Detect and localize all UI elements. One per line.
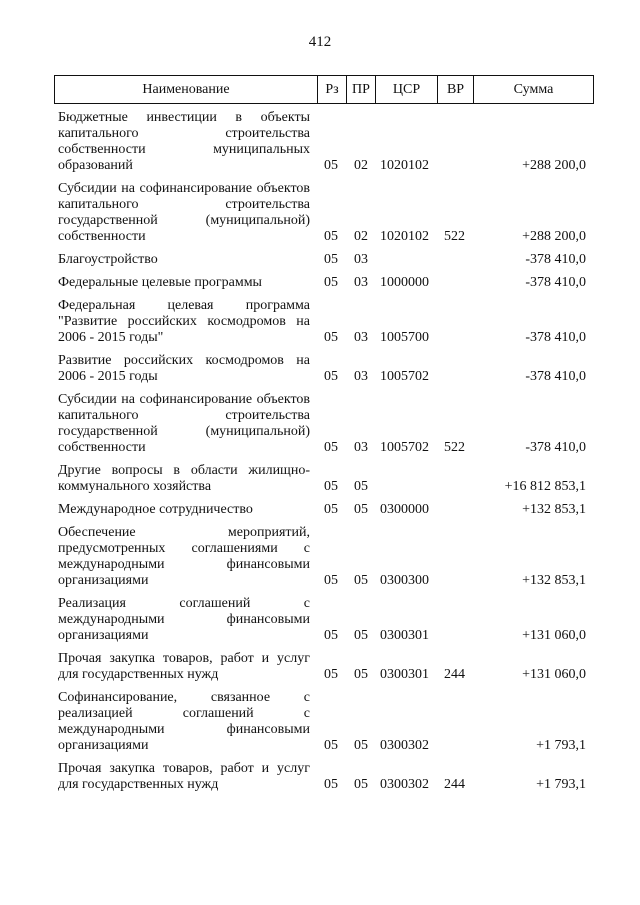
row-pr: 05 xyxy=(354,667,368,682)
row-rz: 05 xyxy=(324,330,338,345)
header-csr: ЦСР xyxy=(375,76,437,103)
row-pr: 02 xyxy=(354,158,368,173)
row-rz: 05 xyxy=(324,667,338,682)
header-name: Наименование xyxy=(142,81,230,97)
table-row xyxy=(58,392,590,456)
row-csr: 1020102 xyxy=(380,229,429,244)
row-name: Софинансирование, связанное с реализацией соглашений с международными финансовыми организациями xyxy=(58,690,310,753)
row-sum: +1 793,1 xyxy=(536,777,586,792)
table-row xyxy=(58,298,590,346)
row-name: Прочая закупка товаров, работ и услуг для государственных нужд xyxy=(58,651,310,682)
row-pr: 05 xyxy=(354,479,368,494)
row-csr: 0300302 xyxy=(380,738,429,753)
row-csr: 1020102 xyxy=(380,158,429,173)
row-sum: +132 853,1 xyxy=(522,502,586,517)
row-sum: +132 853,1 xyxy=(522,573,586,588)
header-pr: ПР xyxy=(346,76,375,103)
row-rz: 05 xyxy=(324,440,338,455)
row-rz: 05 xyxy=(324,738,338,753)
row-csr: 1005700 xyxy=(380,330,429,345)
table-row xyxy=(58,761,590,793)
page-number: 412 xyxy=(308,34,332,50)
header-rz: Рз xyxy=(317,76,346,103)
row-pr: 05 xyxy=(354,777,368,792)
row-rz: 05 xyxy=(324,628,338,643)
row-rz: 05 xyxy=(324,275,338,290)
table-row xyxy=(58,596,590,644)
row-pr: 05 xyxy=(354,628,368,643)
row-name: Благоустройство xyxy=(58,252,158,267)
row-pr: 03 xyxy=(354,252,368,267)
row-sum: +288 200,0 xyxy=(522,229,586,244)
row-rz: 05 xyxy=(324,777,338,792)
row-sum: -378 410,0 xyxy=(525,252,586,267)
table-header xyxy=(54,75,594,104)
table-row xyxy=(58,181,590,245)
row-rz: 05 xyxy=(324,252,338,267)
row-sum: -378 410,0 xyxy=(525,440,586,455)
row-vr: 522 xyxy=(444,229,465,244)
row-sum: +1 793,1 xyxy=(536,738,586,753)
row-pr: 03 xyxy=(354,440,368,455)
row-rz: 05 xyxy=(324,502,338,517)
row-vr: 244 xyxy=(444,667,465,682)
row-name: Бюджетные инвестиции в объекты капитального строительства собственности муниципальных образований xyxy=(58,110,310,173)
row-csr: 1005702 xyxy=(380,369,429,384)
row-pr: 03 xyxy=(354,275,368,290)
row-sum: -378 410,0 xyxy=(525,369,586,384)
table-row xyxy=(58,502,590,518)
row-sum: +288 200,0 xyxy=(522,158,586,173)
row-csr: 1005702 xyxy=(380,440,429,455)
row-vr: 522 xyxy=(444,440,465,455)
row-sum: +131 060,0 xyxy=(522,667,586,682)
row-pr: 05 xyxy=(354,573,368,588)
row-csr: 0300000 xyxy=(380,502,429,517)
row-csr: 1000000 xyxy=(380,275,429,290)
row-pr: 03 xyxy=(354,369,368,384)
row-name: Прочая закупка товаров, работ и услуг для государственных нужд xyxy=(58,761,310,792)
row-name: Другие вопросы в области жилищно-коммунального хозяйства xyxy=(58,463,310,494)
row-vr: 244 xyxy=(444,777,465,792)
row-csr: 0300301 xyxy=(380,628,429,643)
row-name: Субсидии на софинансирование объектов капитального строительства государственной (муниципальной) собственности xyxy=(58,181,310,244)
row-pr: 03 xyxy=(354,330,368,345)
row-name: Международное сотрудничество xyxy=(58,502,253,517)
table-row xyxy=(58,252,590,268)
row-pr: 05 xyxy=(354,502,368,517)
table-body xyxy=(58,110,590,800)
row-name: Развитие российских космодромов на 2006 - 2015 годы xyxy=(58,353,310,384)
row-csr: 0300300 xyxy=(380,573,429,588)
row-rz: 05 xyxy=(324,229,338,244)
table-row xyxy=(58,651,590,683)
table-row xyxy=(58,463,590,495)
row-csr: 0300302 xyxy=(380,777,429,792)
table-row xyxy=(58,110,590,174)
row-rz: 05 xyxy=(324,479,338,494)
row-rz: 05 xyxy=(324,369,338,384)
table-row xyxy=(58,275,590,291)
row-rz: 05 xyxy=(324,158,338,173)
header-sum: Сумма xyxy=(473,76,593,103)
row-sum: +16 812 853,1 xyxy=(504,479,586,494)
row-sum: -378 410,0 xyxy=(525,275,586,290)
row-name: Федеральные целевые программы xyxy=(58,275,262,290)
row-rz: 05 xyxy=(324,573,338,588)
row-name: Обеспечение мероприятий, предусмотренных соглашениями с международными финансовыми организациями xyxy=(58,525,310,588)
row-name: Реализация соглашений с международными финансовыми организациями xyxy=(58,596,310,643)
row-csr: 0300301 xyxy=(380,667,429,682)
table-row xyxy=(58,525,590,589)
row-sum: -378 410,0 xyxy=(525,330,586,345)
row-pr: 05 xyxy=(354,738,368,753)
row-name: Федеральная целевая программа "Развитие российских космодромов на 2006 - 2015 годы" xyxy=(58,298,310,345)
table-row xyxy=(58,690,590,754)
header-vr: ВР xyxy=(437,76,473,103)
row-name: Субсидии на софинансирование объектов капитального строительства государственной (муниципальной) собственности xyxy=(58,392,310,455)
row-pr: 02 xyxy=(354,229,368,244)
table-row xyxy=(58,353,590,385)
row-sum: +131 060,0 xyxy=(522,628,586,643)
